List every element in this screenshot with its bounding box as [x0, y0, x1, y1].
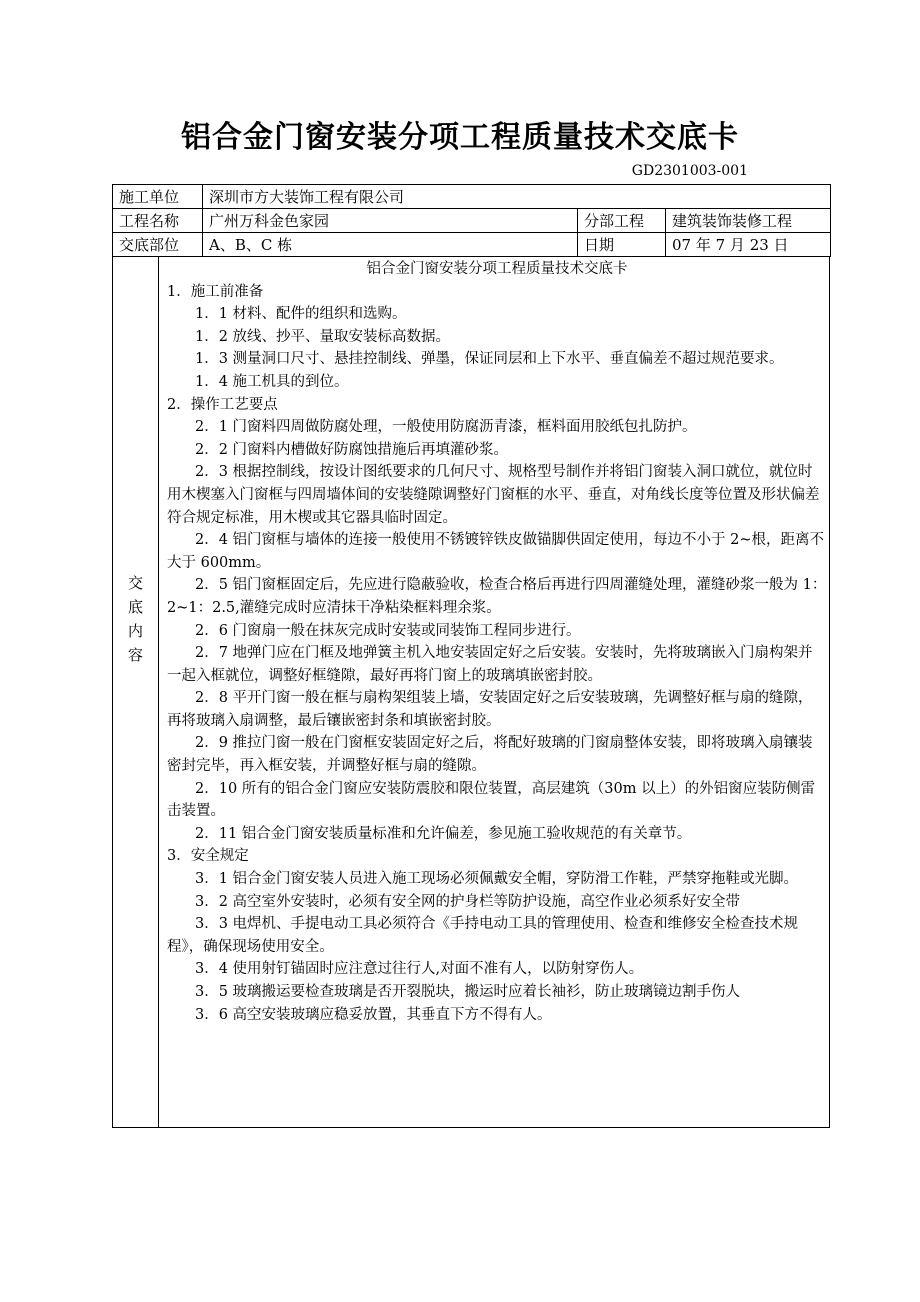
- project-label: 工程名称: [113, 209, 203, 233]
- sections-container: [167, 281, 827, 1027]
- section-item: 2．8 平开门窗一般在框与扇构架组装上墙，安装固定好之后安装玻璃，先调整好框与扇的缝隙，再将玻璃入扇调整，最后镶嵌密封条和填嵌密封胶。: [167, 690, 813, 729]
- document-code: GD2301003-001: [631, 163, 748, 179]
- section-item: 3．3 电焊机、手提电动工具必须符合《手持电动工具的管理使用、检查和维修安全检查技术规程》，确保现场使用安全。: [167, 916, 799, 955]
- section-item: 3．5 玻璃搬运要检查玻璃是否开裂脱块，搬运时应着长袖衫，防止玻璃镜边割手伤人: [195, 984, 741, 1000]
- content-title: 铝合金门窗安装分项工程质量技术交底卡: [366, 261, 628, 277]
- date-value: 07 年 7 月 23 日: [666, 233, 831, 257]
- section-heading: 2．操作工艺要点: [167, 396, 278, 413]
- side-column: [113, 256, 159, 1127]
- sub-project-label: 分部工程: [578, 209, 666, 233]
- part-label: 交底部位: [113, 233, 203, 257]
- sub-project-value: 建筑装饰装修工程: [666, 209, 831, 233]
- section-item: 2．6 门窗扇一般在抹灰完成时安装或同装饰工程同步进行。: [195, 622, 581, 639]
- date-label: 日期: [578, 233, 666, 257]
- section-heading: 1．施工前准备: [167, 283, 264, 300]
- section-item: 1．2 放线、抄平、量取安装标高数据。: [195, 328, 451, 345]
- section-item: 2．4 铝门窗框与墙体的连接一般使用不锈镀锌铁皮做锚脚供固定使用，每边不小于 2~根，距离不大于 600mm。: [167, 532, 825, 571]
- section-item: 1．4 施工机具的到位。: [195, 373, 349, 390]
- section-item: 3．6 高空安装玻璃应稳妥放置，其垂直下方不得有人。: [195, 1006, 552, 1023]
- unit-value: 深圳市方大装饰工程有限公司: [203, 185, 831, 209]
- info-row-part: [113, 233, 831, 257]
- side-label-char: 容: [127, 646, 143, 664]
- info-table: [112, 184, 831, 257]
- info-row-unit: [113, 185, 831, 209]
- section-item: 2．9 推拉门窗一般在门窗框安装固定好之后，将配好玻璃的门窗扇整体安装，即将玻璃入扇镶装密封完毕，再入框安装，并调整好框与扇的缝隙。: [167, 735, 813, 775]
- content-body: [167, 258, 827, 1026]
- part-value: A、B、C 栋: [203, 233, 578, 257]
- section-item: 2．11 铝合金门窗安装质量标准和允许偏差，参见施工验收规范的有关章节。: [195, 825, 692, 842]
- section-item: 2．10 所有的铝合金门窗应安装防震胶和限位装置，高层建筑（30m 以上）的外铝窗应装防侧雷击装置。: [167, 780, 816, 820]
- section-item: 2．1 门窗料四周做防腐处理，一般使用防腐沥青漆，框料面用胶纸包扎防护。: [195, 419, 697, 436]
- section-item: 3．2 高空室外安装时，必须有安全网的护身栏等防护设施，高空作业必须系好安全带: [195, 893, 741, 910]
- unit-label: 施工单位: [113, 185, 203, 209]
- section-item: 1．1 材料、配件的组织和选购。: [195, 306, 407, 323]
- section-item: 1．3 测量洞口尺寸、悬挂控制线、弹墨，保证同层和上下水平、垂直偏差不超过规范要求。: [195, 351, 784, 368]
- section-item: 3．4 使用射钉锚固时应注意过往行人,对面不准有人，以防射穿伤人。: [195, 961, 644, 978]
- section-item: 3．1 铝合金门窗安装人员进入施工现场必须佩戴安全帽，穿防滑工作鞋，严禁穿拖鞋或光脚。: [195, 871, 799, 888]
- info-row-project: [113, 209, 831, 233]
- side-label: [113, 571, 158, 667]
- side-label-char: 内: [127, 622, 143, 640]
- section-item: 2．7 地弹门应在门框及地弹簧主机入地安装固定好之后安装。安装时，先将玻璃嵌入门扇构架并一起入框就位，调整好框缝隙，最好再将门窗上的玻璃填嵌密封胶。: [167, 645, 813, 684]
- side-label-char: 底: [127, 598, 143, 616]
- section-item: 2．2 门窗料内槽做好防腐蚀措施后再填灌砂浆。: [195, 441, 509, 458]
- section-item: 2．5 铝门窗框固定后，先应进行隐蔽验收，检查合格后再进行四周灌缝处理，灌缝砂浆一般为 1：2~1：2.5,灌缝完成时应清抹干净粘染框料理余浆。: [167, 577, 827, 616]
- project-value: 广州万科金色家园: [203, 209, 578, 233]
- section-heading: 3．安全规定: [167, 848, 249, 865]
- document-title: 铝合金门窗安装分项工程质量技术交底卡: [181, 120, 739, 155]
- content-box: [112, 256, 830, 1128]
- side-label-char: 交: [127, 574, 143, 592]
- section-item: 2．3 根据控制线，按设计图纸要求的几何尺寸、规格型号制作并将铝门窗装入洞口就位，就位时用木楔塞入门窗框与四周墙体间的安装缝隙调整好门窗框的水平、垂直，对角线长度等位置及形状偏差符合规定标准，用木楔或其它器具临时固定。: [167, 464, 820, 526]
